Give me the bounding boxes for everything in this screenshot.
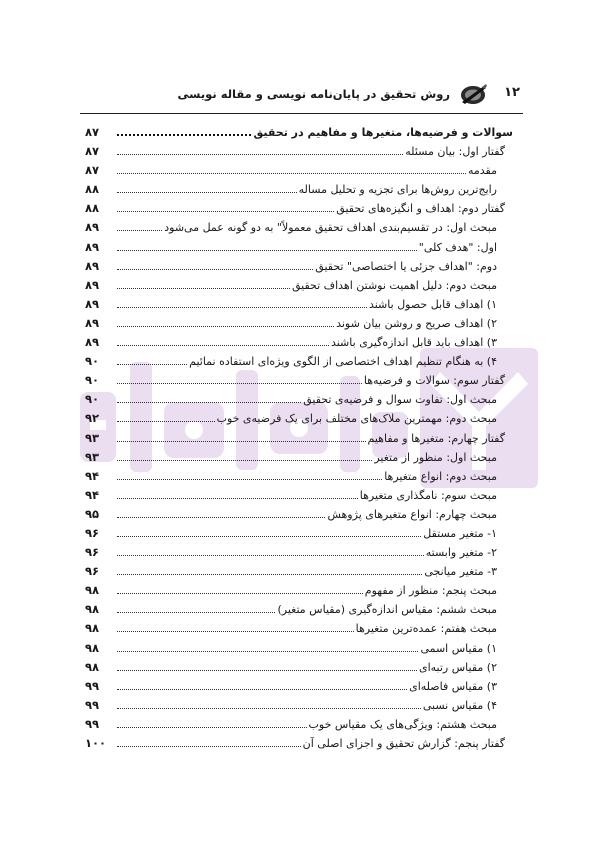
toc-entry xyxy=(85,161,513,180)
toc-entry-page: ۹۳ xyxy=(85,430,100,445)
toc-entry-page: ۸۸ xyxy=(85,201,100,216)
dot-leader xyxy=(117,191,297,193)
toc-entry-title: ۱) اهداف قابل حصول باشند xyxy=(368,297,497,311)
toc-entry-page: ۹۹ xyxy=(85,678,100,693)
toc-entry-page: ۹۶ xyxy=(85,525,100,540)
toc-entry-page: ۹۳ xyxy=(85,449,100,464)
toc-entry xyxy=(85,581,513,600)
toc-entry-title: مقدمه xyxy=(467,164,497,178)
book-pen-logo-icon xyxy=(458,82,488,106)
toc-entry-page: ۹۸ xyxy=(85,659,100,674)
toc-entry xyxy=(85,199,513,218)
toc-entry xyxy=(85,543,513,562)
toc-entry-title: ۴) مقیاس نسبی xyxy=(422,698,497,712)
dot-leader xyxy=(117,153,403,155)
toc-entry-page: ۸۸ xyxy=(85,182,100,197)
dot-leader xyxy=(117,516,325,518)
toc-entry-title: مبحث دوم: مهمترین ملاک‌های مختلف برای یک فرضیه‌ی خوب xyxy=(216,412,497,426)
toc-entry-title: گفتار پنجم: گزارش تحقیق و اجزای اصلی آن xyxy=(302,737,505,750)
toc-entry-title: رایج‌ترین روش‌ها برای تجزیه و تحلیل مساله xyxy=(298,183,497,197)
toc-entry-title: مبحث اول: تفاوت سوال و فرضیه‌ی تحقیق xyxy=(303,393,497,407)
dot-leader xyxy=(117,363,187,365)
toc-entry xyxy=(85,371,513,390)
toc-entry-page: ۹۵ xyxy=(85,506,100,521)
toc-entry-title: ۲) اهداف صریح و روشن بیان شوند xyxy=(336,316,497,330)
toc-entry-title: گفتار سوم: سوالات و فرضیه‌ها xyxy=(363,374,505,388)
toc-entry-title: مبحث اول: منظور از متغیر xyxy=(374,450,497,464)
toc-entry-title: ۲- متغیر وابسته xyxy=(425,546,497,560)
dot-leader xyxy=(117,344,329,346)
dot-leader xyxy=(117,726,307,728)
dot-leader xyxy=(117,459,372,461)
toc-entry-page: ۹۴ xyxy=(85,487,100,502)
dot-leader xyxy=(117,554,424,556)
toc-entry-page: ۹۸ xyxy=(85,583,100,598)
toc-entry xyxy=(85,486,513,505)
toc-entry-page: ۹۰ xyxy=(85,373,100,388)
toc-entry-page: ۱۰۰ xyxy=(85,736,107,750)
dot-leader xyxy=(117,382,362,384)
toc-entry-title: مبحث سوم: نامگذاری متغیرها xyxy=(359,488,497,502)
toc-entry-title: مبحث دوم: انواع متغیرها xyxy=(384,469,497,483)
dot-leader xyxy=(117,401,301,403)
toc-entry-title: مبحث چهارم: انواع متغیرهای پژوهش xyxy=(327,507,497,521)
toc-entry-page: ۹۴ xyxy=(85,468,100,483)
toc-entry-page: ۸۹ xyxy=(85,220,100,235)
toc-entry-title: ۱- متغیر مستقل xyxy=(423,526,497,540)
toc-entry-page: ۹۸ xyxy=(85,602,100,617)
dot-leader xyxy=(117,420,215,422)
toc-entry xyxy=(85,142,513,161)
dot-leader xyxy=(117,440,366,442)
toc-entry-title: اول: "هدف کلی" xyxy=(418,240,497,254)
toc-entry-page: ۹۲ xyxy=(85,411,100,426)
toc-entry-page: ۸۷ xyxy=(85,144,100,159)
toc-entry-title: مبحث هفتم: عمده‌ترین متغیرها xyxy=(355,622,497,636)
toc-entry xyxy=(85,352,513,371)
toc-entry-title: ۳- متغیر میانجی xyxy=(424,565,497,579)
toc-entry xyxy=(85,600,513,619)
toc-entry xyxy=(85,715,513,734)
toc-entry xyxy=(85,429,513,448)
dot-leader xyxy=(117,535,421,537)
dot-leader xyxy=(117,325,334,327)
toc-entry-page: ۸۹ xyxy=(85,335,100,350)
toc-entry-page: ۸۹ xyxy=(85,258,100,273)
dot-leader xyxy=(117,573,422,575)
toc-entry xyxy=(85,123,513,142)
toc-entry xyxy=(85,696,513,715)
toc-entry xyxy=(85,409,513,428)
dot-leader xyxy=(117,478,382,480)
toc-entry xyxy=(85,467,513,486)
toc-entry xyxy=(85,524,513,543)
toc-entry-title: ۱) مقیاس اسمی xyxy=(420,641,497,655)
toc-entry xyxy=(85,218,513,237)
toc-entry-page: ۸۹ xyxy=(85,277,100,292)
toc-entry-title: دوم: "اهداف جزئی یا اختصاصی" تحقیق xyxy=(315,259,497,273)
toc-entry-page: ۹۶ xyxy=(85,545,100,560)
toc-entry-title: ۳) اهداف باید قابل اندازه‌گیری باشند xyxy=(330,336,497,350)
toc-entry-page: ۹۸ xyxy=(85,621,100,636)
dot-leader xyxy=(117,229,162,231)
dot-leader xyxy=(117,172,466,174)
toc-entry xyxy=(85,658,513,677)
toc-entry xyxy=(85,276,513,295)
header-divider xyxy=(80,113,523,114)
toc-entry xyxy=(85,448,513,467)
toc-entry xyxy=(85,390,513,409)
toc-entry-title: ۳) مقیاس فاصله‌ای xyxy=(409,679,497,693)
toc-entry-page: ۸۹ xyxy=(85,296,100,311)
dot-leader xyxy=(117,592,363,594)
toc-entry-page: ۸۷ xyxy=(85,163,100,178)
toc-entry xyxy=(85,677,513,696)
dot-leader xyxy=(117,306,367,308)
toc-entry-title: گفتار دوم: اهداف و انگیزه‌های تحقیق xyxy=(336,202,505,216)
dot-leader xyxy=(117,707,421,709)
dot-leader xyxy=(117,611,275,613)
toc-entry xyxy=(85,505,513,524)
dot-leader xyxy=(117,133,251,136)
dot-leader xyxy=(117,497,358,499)
toc-entry xyxy=(85,257,513,276)
toc-entry-page: ۸۷ xyxy=(85,125,100,139)
dot-leader xyxy=(117,287,290,289)
page-number: ۱۲ xyxy=(504,85,520,100)
toc-entry-title: مبحث هشتم: ویژگی‌های یک مقیاس خوب xyxy=(308,717,497,731)
toc-entry-page: ۹۸ xyxy=(85,640,100,655)
dot-leader xyxy=(117,688,407,690)
toc-entry-page: ۹۹ xyxy=(85,716,100,731)
toc-entry-title: ۴) به هنگام تنظیم اهداف اختصاصی از الگوی ویژه‌ای استفاده نمائیم xyxy=(189,355,497,369)
toc-entry xyxy=(85,562,513,581)
toc-entry-title: سوالات و فرضیه‌ها، متغیرها و مفاهیم در تحقیق xyxy=(253,126,513,139)
toc-entry xyxy=(85,295,513,314)
dot-leader xyxy=(117,249,417,251)
toc-entry-title: ۲) مقیاس رتبه‌ای xyxy=(418,660,497,674)
toc-entry-title: گفتار چهارم: متغیرها و مفاهیم xyxy=(367,431,505,445)
toc-entry-page: ۹۰ xyxy=(85,354,100,369)
toc-entry xyxy=(85,619,513,638)
toc-entry-page: ۹۶ xyxy=(85,564,100,579)
toc-entry xyxy=(85,333,513,352)
toc-entry xyxy=(85,639,513,658)
dot-leader xyxy=(117,210,334,212)
dot-leader xyxy=(117,669,417,671)
dot-leader xyxy=(117,650,418,652)
dot-leader xyxy=(117,268,313,270)
toc-entry-page: ۸۹ xyxy=(85,239,100,254)
dot-leader xyxy=(117,745,301,747)
toc-entry-page: ۹۰ xyxy=(85,392,100,407)
toc-entry xyxy=(85,314,513,333)
toc-entry-title: مبحث دوم: دلیل اهمیت نوشتن اهداف تحقیق xyxy=(291,278,497,292)
toc-entry-title: مبحث ششم: مقیاس اندازه‌گیری (مقیاس متغیر) xyxy=(277,603,497,617)
toc-entry xyxy=(85,734,513,753)
toc-entry xyxy=(85,238,513,257)
toc-entry-title: مبحث پنجم: منظور از مفهوم xyxy=(364,584,497,598)
toc-entry-title: مبحث اول: در تقسیم‌بندی اهداف تحقیق معمولاً" به دو گونه عمل می‌شود xyxy=(164,221,497,235)
dot-leader xyxy=(117,630,354,632)
toc-entry-page: ۸۹ xyxy=(85,315,100,330)
toc-entry xyxy=(85,180,513,199)
toc-entry-page: ۹۹ xyxy=(85,697,100,712)
page-header xyxy=(80,82,520,108)
toc-entry-title: گفتار اول: بیان مسئله xyxy=(405,145,505,159)
table-of-contents xyxy=(85,123,513,753)
book-title: روش تحقیق در پایان‌نامه نویسی و مقاله نویسی xyxy=(177,87,450,101)
